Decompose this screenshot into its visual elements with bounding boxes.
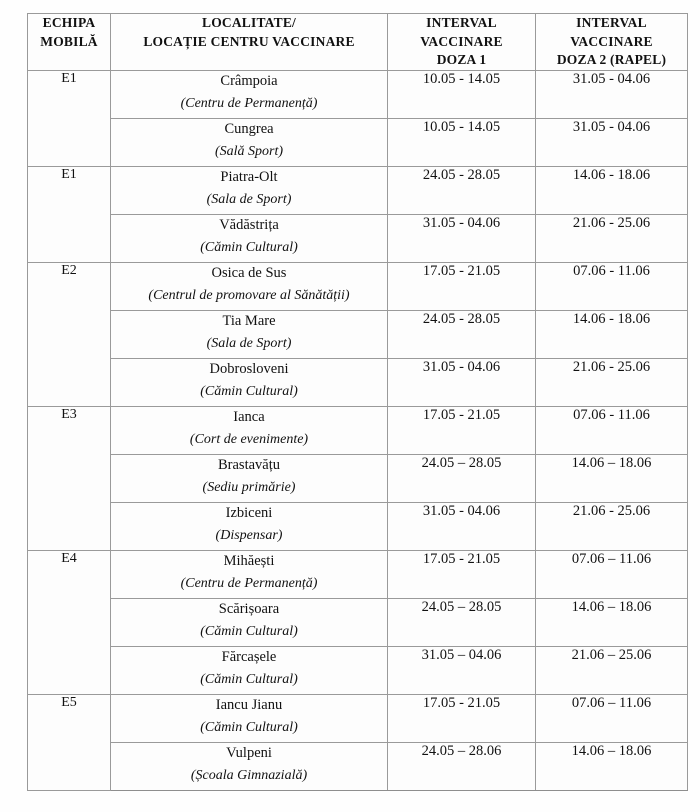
dose2-interval-cell: 21.06 - 25.06: [536, 502, 688, 550]
dose1-interval-cell: 17.05 - 21.05: [388, 406, 536, 454]
column-header-locality-line1: LOCALITATE/: [202, 15, 296, 30]
vaccination-venue: (Sala de Sport): [206, 335, 292, 351]
table-row: [28, 742, 688, 790]
header-row: [28, 14, 688, 71]
dose2-interval-cell: 21.06 – 25.06: [536, 646, 688, 694]
column-header-team-line1: ECHIPA: [42, 15, 96, 30]
dose2-interval-cell: 14.06 – 18.06: [536, 454, 688, 502]
dose1-interval-cell: 31.05 - 04.06: [388, 502, 536, 550]
table-row: [28, 694, 688, 742]
dose1-interval-cell: 24.05 – 28.06: [388, 742, 536, 790]
locality-cell: [111, 358, 388, 406]
table-row: [28, 70, 688, 118]
locality-cell: [111, 118, 388, 166]
column-header-dose2-line2: VACCINARE: [570, 33, 653, 49]
vaccination-venue: (Cămin Cultural): [200, 383, 298, 399]
locality-name: Brastavățu: [217, 456, 280, 473]
mobile-team-cell: E5: [28, 694, 111, 790]
vaccination-venue: (Școala Gimnazială): [190, 767, 308, 783]
dose2-interval-cell: 07.06 – 11.06: [536, 550, 688, 598]
table-row: [28, 598, 688, 646]
table-row: [28, 646, 688, 694]
table-row: [28, 550, 688, 598]
dose2-interval-cell: 31.05 - 04.06: [536, 118, 688, 166]
locality-name: Scărișoara: [218, 600, 280, 617]
vaccination-schedule-table: [27, 13, 688, 791]
table-row: [28, 310, 688, 358]
locality-cell: [111, 214, 388, 262]
vaccination-venue: (Cort de evenimente): [189, 431, 309, 447]
locality-name: Mihăești: [223, 552, 275, 569]
locality-cell: [111, 742, 388, 790]
locality-name: Crâmpoia: [220, 72, 278, 89]
dose1-interval-cell: 31.05 – 04.06: [388, 646, 536, 694]
locality-name: Izbiceni: [225, 504, 273, 521]
dose2-interval-cell: 14.06 – 18.06: [536, 742, 688, 790]
column-header-dose1-line1: INTERVAL: [426, 15, 497, 30]
locality-cell: [111, 310, 388, 358]
table-row: [28, 118, 688, 166]
table-body: [28, 70, 688, 790]
dose1-interval-cell: 10.05 - 14.05: [388, 118, 536, 166]
vaccination-venue: (Salǎ Sport): [214, 143, 284, 159]
table-row: [28, 502, 688, 550]
dose1-interval-cell: 17.05 - 21.05: [388, 262, 536, 310]
mobile-team-cell: E1: [28, 70, 111, 166]
dose2-interval-cell: 07.06 – 11.06: [536, 694, 688, 742]
dose1-interval-cell: 24.05 – 28.05: [388, 598, 536, 646]
dose1-interval-cell: 17.05 - 21.05: [388, 550, 536, 598]
vaccination-venue: (Centru de Permanență): [180, 95, 318, 111]
vaccination-venue: (Sala de Sport): [206, 191, 292, 207]
dose2-interval-cell: 21.06 - 25.06: [536, 358, 688, 406]
locality-name: Vădăstrița: [219, 216, 279, 233]
locality-cell: [111, 598, 388, 646]
dose1-interval-cell: 31.05 - 04.06: [388, 214, 536, 262]
locality-cell: [111, 454, 388, 502]
table-row: [28, 262, 688, 310]
dose2-interval-cell: 31.05 - 04.06: [536, 70, 688, 118]
locality-name: Tia Mare: [222, 312, 276, 329]
mobile-team-cell: E1: [28, 166, 111, 262]
locality-name: Vulpeni: [226, 744, 272, 761]
locality-cell: [111, 262, 388, 310]
dose2-interval-cell: 14.06 - 18.06: [536, 166, 688, 214]
table-row: [28, 358, 688, 406]
dose2-interval-cell: 14.06 - 18.06: [536, 310, 688, 358]
mobile-team-cell: E3: [28, 406, 111, 550]
table-row: [28, 454, 688, 502]
column-header-locality-line2: LOCAȚIE CENTRU VACCINARE: [143, 33, 355, 49]
column-header-dose1-line2: VACCINARE: [420, 33, 503, 49]
dose1-interval-cell: 17.05 - 21.05: [388, 694, 536, 742]
locality-cell: [111, 406, 388, 454]
table-header: [28, 14, 688, 71]
column-header-dose1-line3: DOZA 1: [436, 52, 487, 68]
locality-cell: [111, 646, 388, 694]
dose1-interval-cell: 31.05 - 04.06: [388, 358, 536, 406]
column-header-team: [28, 14, 111, 71]
locality-cell: [111, 502, 388, 550]
vaccination-venue: (Cămin Cultural): [200, 239, 298, 255]
locality-name: Cungrea: [224, 120, 274, 137]
locality-cell: [111, 550, 388, 598]
dose2-interval-cell: 21.06 - 25.06: [536, 214, 688, 262]
dose1-interval-cell: 24.05 - 28.05: [388, 310, 536, 358]
dose1-interval-cell: 24.05 – 28.05: [388, 454, 536, 502]
vaccination-venue: (Centru de Permanență): [180, 575, 318, 591]
locality-cell: [111, 694, 388, 742]
dose2-interval-cell: 14.06 – 18.06: [536, 598, 688, 646]
dose2-interval-cell: 07.06 - 11.06: [536, 406, 688, 454]
vaccination-venue: (Cămin Cultural): [200, 719, 298, 735]
locality-cell: [111, 166, 388, 214]
vaccination-venue: (Centrul de promovare al Sănătății): [148, 287, 350, 303]
dose1-interval-cell: 10.05 - 14.05: [388, 70, 536, 118]
locality-name: Fărcașele: [221, 648, 277, 665]
dose1-interval-cell: 24.05 - 28.05: [388, 166, 536, 214]
locality-name: Osica de Sus: [211, 264, 287, 281]
vaccination-venue: (Dispensar): [215, 527, 283, 543]
vaccination-venue: (Sediu primărie): [202, 479, 296, 495]
table-row: [28, 166, 688, 214]
table-row: [28, 406, 688, 454]
locality-cell: [111, 70, 388, 118]
locality-name: Dobrosloveni: [209, 360, 289, 377]
locality-name: Iancu Jianu: [215, 696, 283, 713]
column-header-dose2-line3: DOZA 2 (RAPEL): [556, 52, 667, 68]
vaccination-venue: (Cămin Cultural): [200, 623, 298, 639]
table-row: [28, 214, 688, 262]
column-header-locality: [111, 14, 388, 71]
mobile-team-cell: E2: [28, 262, 111, 406]
column-header-dose2-line1: INTERVAL: [576, 15, 647, 30]
column-header-dose2: [536, 14, 688, 71]
column-header-dose1: [388, 14, 536, 71]
vaccination-venue: (Cămin Cultural): [200, 671, 298, 687]
locality-name: Piatra-Olt: [220, 168, 278, 185]
locality-name: Ianca: [233, 408, 265, 425]
dose2-interval-cell: 07.06 - 11.06: [536, 262, 688, 310]
mobile-team-cell: E4: [28, 550, 111, 694]
column-header-team-line2: MOBILĂ: [40, 33, 98, 49]
